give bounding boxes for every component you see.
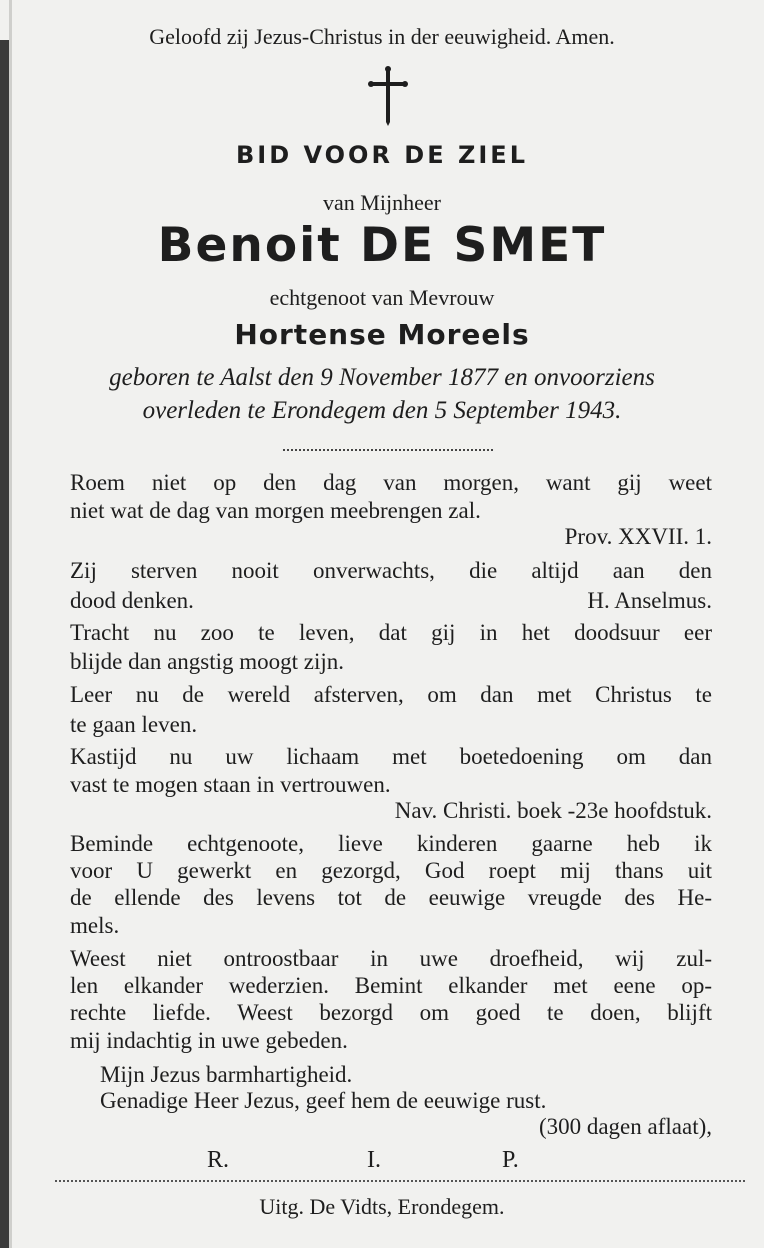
verse-line: de ellende des levens tot de eeuwige vreugde des He- bbox=[70, 885, 712, 910]
verse-line: blijde dan angstig moogt zijn. bbox=[70, 649, 345, 674]
verse-line: Roem niet op den dag van morgen, want gij weet bbox=[70, 470, 712, 495]
deceased-name: Benoit DE SMET bbox=[157, 218, 607, 273]
verse-line: Leer nu de wereld afsterven, om dan met Christus te bbox=[70, 682, 712, 707]
verse-line: len elkander wederzien. Bemint elkander met eene op- bbox=[70, 973, 712, 998]
invocation: Geloofd zij Jezus-Christus in der eeuwigheid. Amen. bbox=[149, 24, 615, 49]
of-sir: van Mijnheer bbox=[323, 190, 441, 215]
prayer-title: BID VOOR DE ZIEL bbox=[236, 141, 528, 169]
birth-line: geboren te Aalst den 9 November 1877 en onvoorziens bbox=[109, 364, 655, 391]
verse-source: H. Anselmus. bbox=[587, 588, 712, 613]
cross-icon bbox=[368, 66, 408, 128]
verse-line: Tracht nu zoo te leven, dat gij in het doodsuur eer bbox=[70, 620, 712, 645]
death-line: overleden te Erondegem den 5 September 1943. bbox=[142, 397, 622, 424]
divider bbox=[283, 449, 493, 451]
verse-line: vast te mogen staan in vertrouwen. bbox=[70, 772, 391, 797]
verse-source: Prov. XXVII. 1. bbox=[564, 524, 712, 549]
spouse-name: Hortense Moreels bbox=[234, 318, 530, 351]
verse-line: mels. bbox=[70, 913, 120, 938]
publisher: Uitg. De Vidts, Erondegem. bbox=[259, 1194, 505, 1219]
verse-line: rechte liefde. Weest bezorgd om goed te doen, blijft bbox=[70, 1000, 712, 1025]
verse-source: Nav. Christi. boek -23e hoofdstuk. bbox=[394, 798, 712, 823]
closing-prayer: Genadige Heer Jezus, geef hem de eeuwige rust. bbox=[100, 1088, 547, 1113]
verse-line: Weest niet ontroostbaar in uwe droefheid, wij zul- bbox=[70, 946, 712, 971]
rip-i: I. bbox=[367, 1147, 381, 1173]
indulgence: (300 dagen aflaat), bbox=[538, 1114, 712, 1139]
verse-line: dood denken. bbox=[70, 588, 194, 613]
verse-line: mij indachtig in uwe gebeden. bbox=[70, 1028, 348, 1053]
verse-line: Zij sterven nooit onverwachts, die altijd aan den bbox=[70, 558, 712, 583]
verse-line: Beminde echtgenoote, lieve kinderen gaarne heb ik bbox=[70, 831, 712, 856]
verse-line: Kastijd nu uw lichaam met boetedoening om dan bbox=[70, 744, 712, 769]
rip-r: R. bbox=[207, 1147, 230, 1173]
card-edge-light bbox=[9, 0, 12, 1248]
verse-line: niet wat de dag van morgen meebrengen zal. bbox=[70, 498, 481, 523]
verse-line: voor U gewerkt en gezorgd, God roept mij thans uit bbox=[70, 858, 712, 883]
spouse-intro: echtgenoot van Mevrouw bbox=[269, 285, 495, 310]
dotted-divider bbox=[55, 1180, 745, 1182]
closing-prayer: Mijn Jezus barmhartigheid. bbox=[100, 1062, 353, 1087]
rip-p: P. bbox=[502, 1147, 519, 1173]
verse-line: te gaan leven. bbox=[70, 712, 198, 737]
